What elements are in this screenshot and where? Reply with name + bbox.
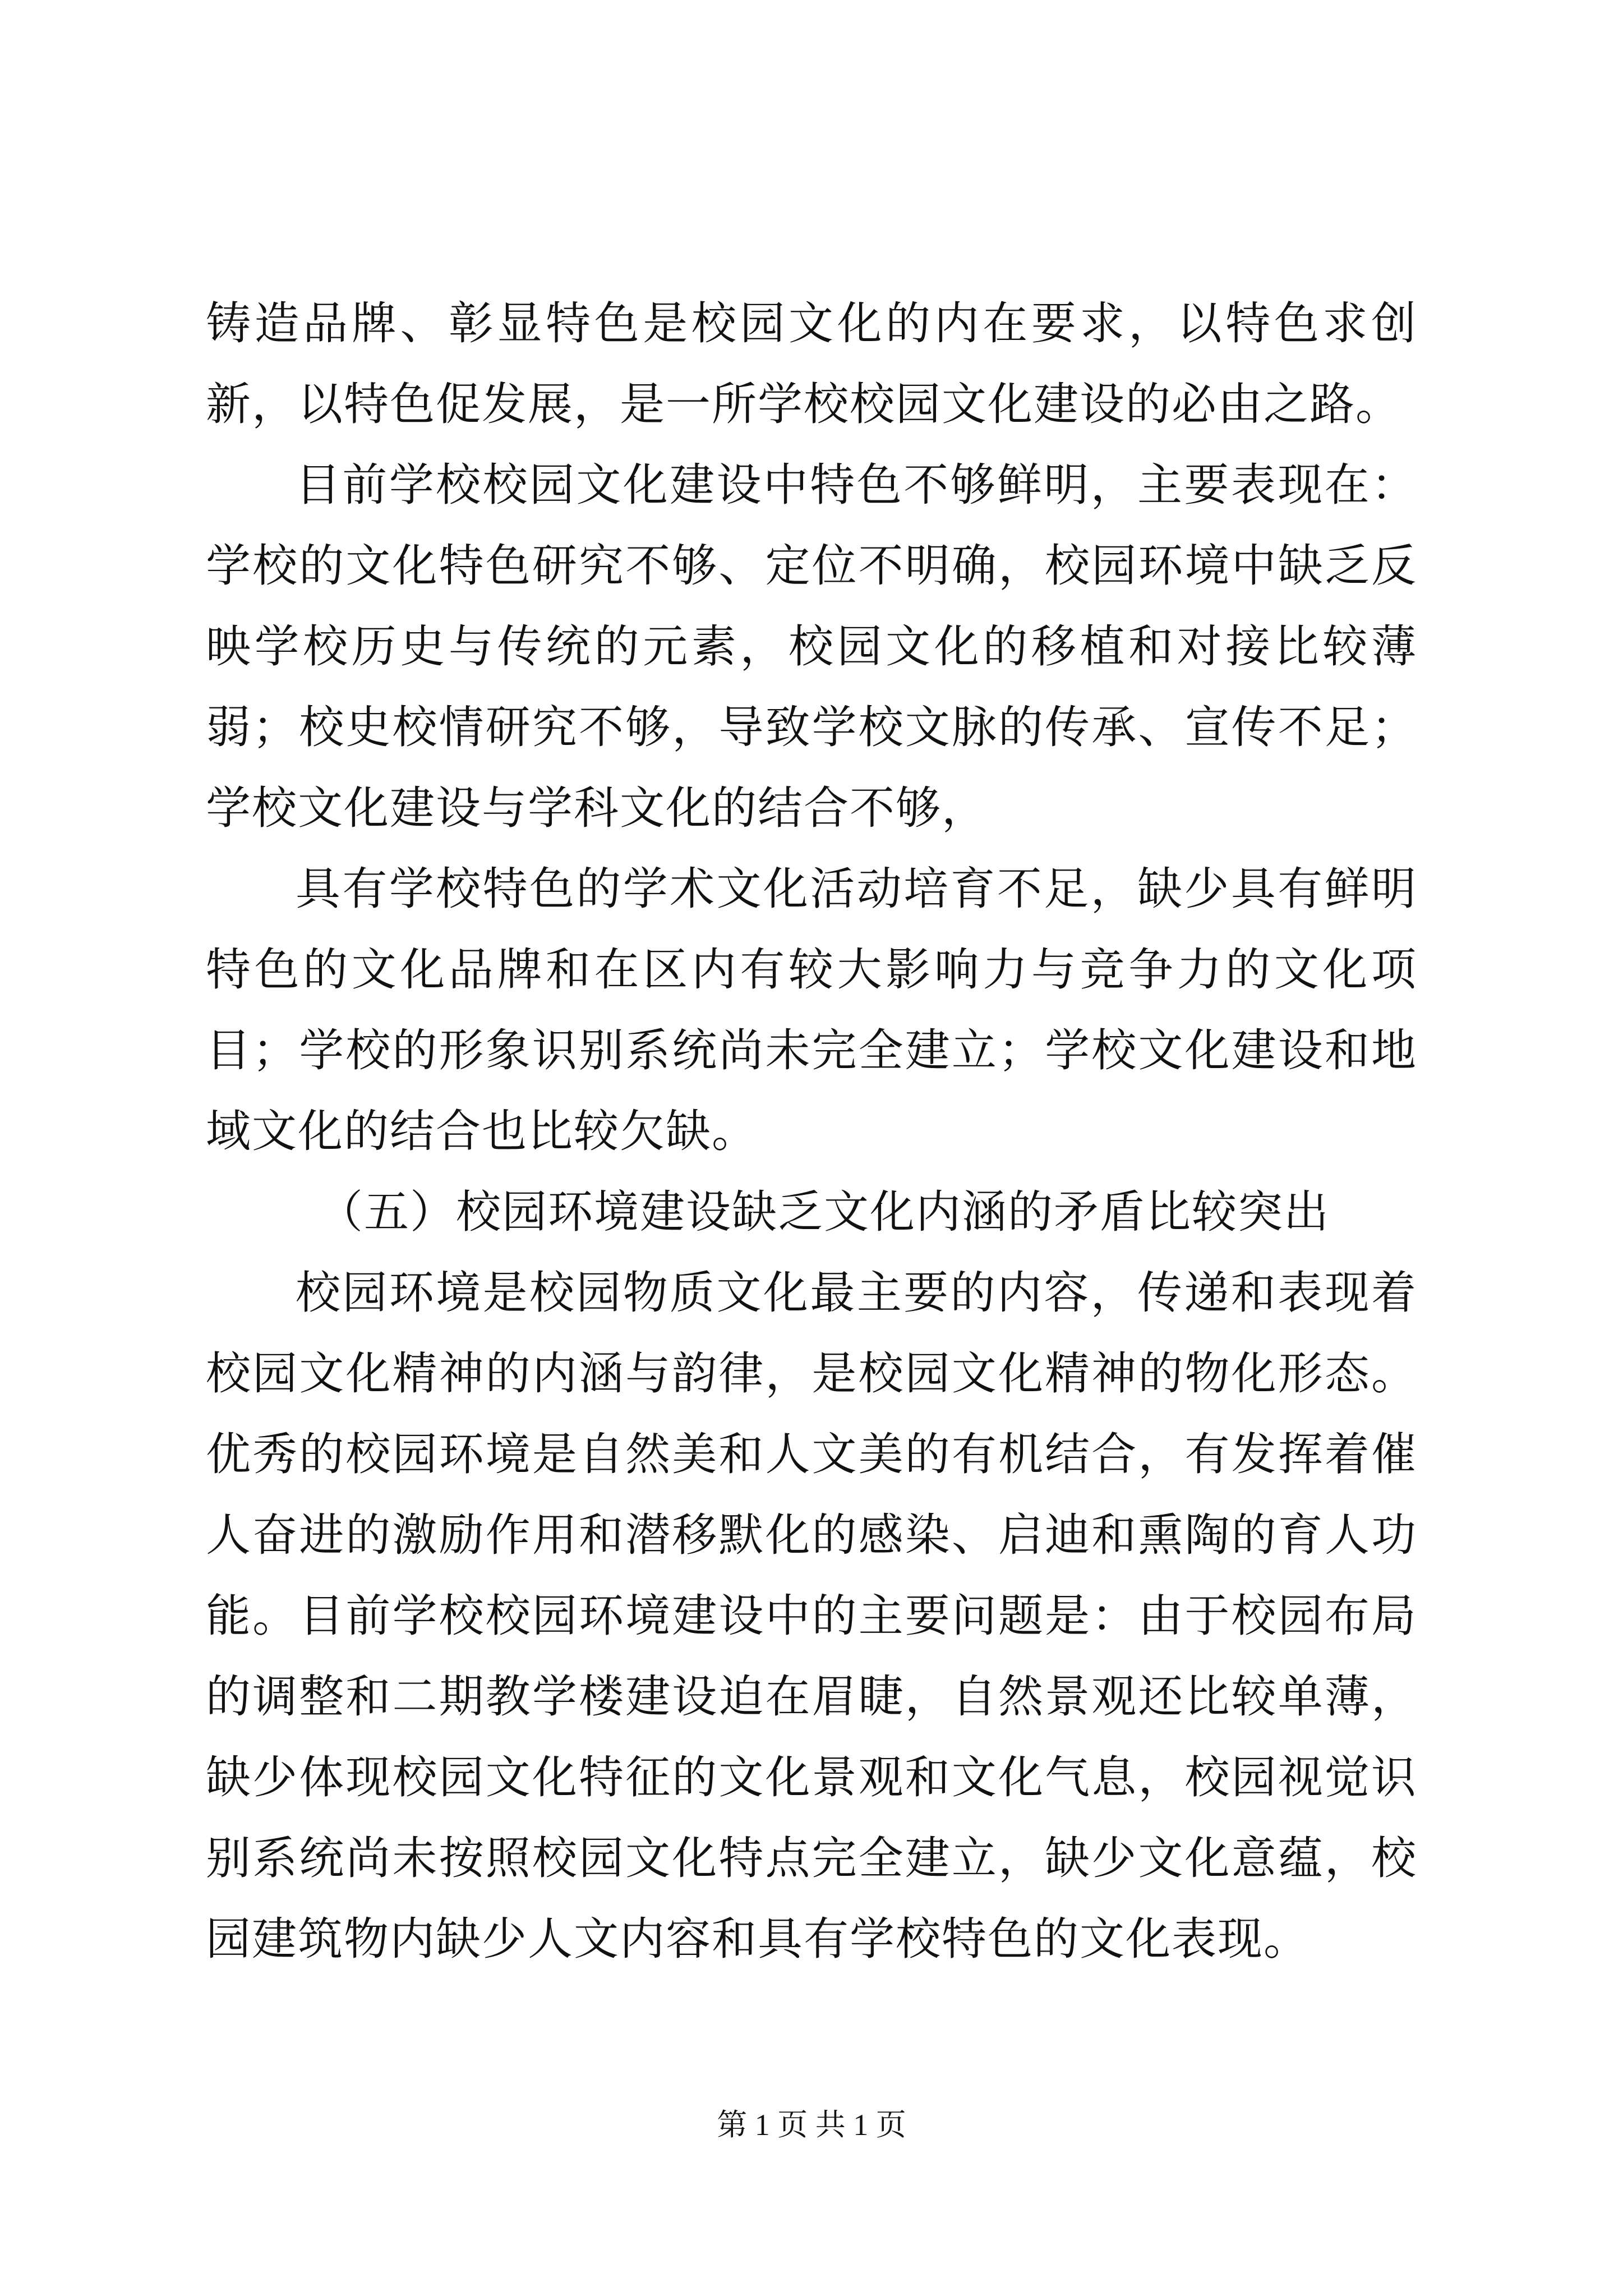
paragraph-continuation: 铸造品牌、彰显特色是校园文化的内在要求，以特色求创新，以特色促发展，是一所学校校园文化建设的必由之路。 [206,297,1417,430]
section-heading: （五）校园环境建设缺乏文化内涵的矛盾比较突出 [318,1186,1330,1238]
page-footer: 第 1 页 共 1 页 [717,2108,906,2142]
paragraph-academic-culture: 具有学校特色的学术文化活动培育不足，缺少具有鲜明特色的文化品牌和在区内有较大影响力与竞争力的文化项目；学校的形象识别系统尚未完全建立；学校文化建设和地域文化的结合也比较欠缺。 [206,863,1417,1157]
paragraph-characteristics: 目前学校校园文化建设中特色不够鲜明，主要表现在：学校的文化特色研究不够、定位不明确，校园环境中缺乏反映学校历史与传统的元素，校园文化的移植和对接比较薄弱；校史校情研究不够，导致学校文脉的传承、宣传不足；学校文化建设与学科文化的结合不够， [206,459,1417,834]
document-body [206,283,1417,1980]
paragraph-campus-environment: 校园环境是校园物质文化最主要的内容，传递和表现着校园文化精神的内涵与韵律，是校园文化精神的物化形态。优秀的校园环境是自然美和人文美的有机结合，有发挥着催人奋进的激励作用和潜移默化的感染、启迪和熏陶的育人功能。目前学校校园环境建设中的主要问题是：由于校园布局的调整和二期教学楼建设迫在眉睫，自然景观还比较单薄，缺少体现校园文化特征的文化景观和文化气息，校园视觉识别系统尚未按照校园文化特点完全建立，缺少文化意蕴，校园建筑物内缺少人文内容和具有学校特色的文化表现。 [206,1267,1417,1965]
